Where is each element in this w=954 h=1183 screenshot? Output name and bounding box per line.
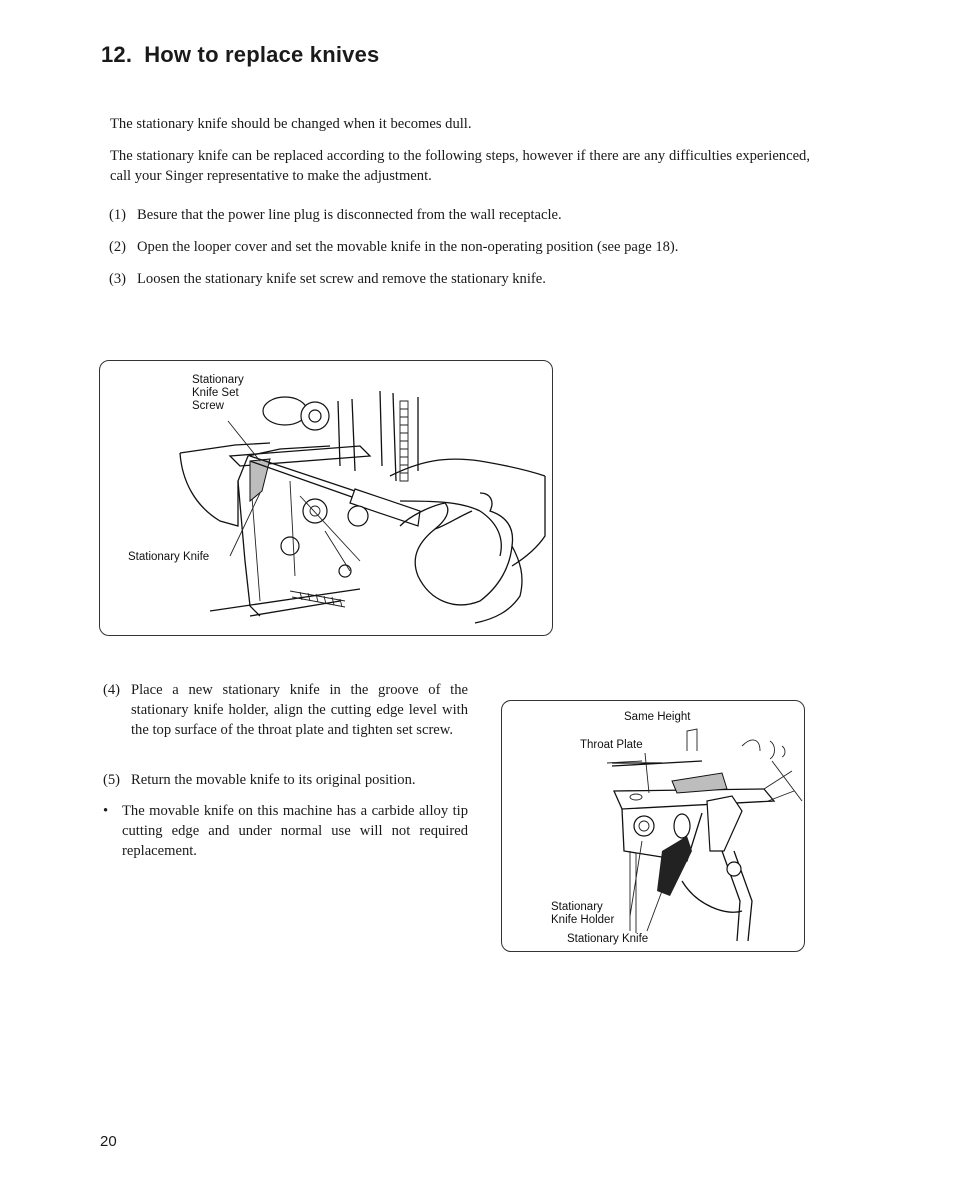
step-number: (3)	[109, 271, 127, 287]
bullet: •	[103, 803, 109, 819]
step-text: Loosen the stationary knife set screw and remove the stationary knife.	[137, 271, 546, 287]
figure-knife-removal	[99, 360, 553, 636]
figure-knife-alignment-illustration	[502, 701, 804, 951]
step-1	[109, 205, 809, 225]
step-2	[109, 237, 809, 257]
label-stationary-knife: Stationary Knife	[567, 933, 649, 945]
page-number: 20	[100, 1133, 117, 1150]
step-4	[103, 680, 468, 760]
section-number: 12.	[101, 42, 133, 67]
intro-paragraph-2: The stationary knife can be replaced according to the following steps, however if there are any difficulties experienced, call your Singer representative to make the adjustment.	[110, 148, 810, 184]
step-text: Return the movable knife to its original position.	[131, 772, 416, 788]
note	[103, 801, 468, 861]
step-text: Open the looper cover and set the movable knife in the non-operating position (see page 18).	[137, 239, 679, 255]
note-text: The movable knife on this machine has a carbide alloy tip cutting edge and under normal use will not required replacement.	[122, 803, 468, 859]
section-title-text: How to replace knives	[144, 42, 380, 67]
label-same-height: Same Height	[624, 711, 691, 723]
step-number: (2)	[109, 239, 127, 255]
step-3	[109, 269, 809, 289]
step-text: Place a new stationary knife in the groove of the stationary knife holder, align the cutting edge level with the top surface of the throat plate and tighten set screw.	[131, 682, 468, 738]
figure-knife-removal-illustration	[100, 361, 552, 635]
label-stationary-knife: Stationary Knife	[128, 551, 210, 563]
intro-paragraph-1: The stationary knife should be changed when it becomes dull.	[110, 116, 472, 132]
step-number: (5)	[103, 772, 121, 788]
step-text: Besure that the power line plug is disconnected from the wall receptacle.	[137, 207, 562, 223]
step-number: (1)	[109, 207, 127, 223]
section-title	[101, 42, 379, 68]
label-stationary-knife-holder: Stationary Knife Holder	[551, 901, 615, 926]
figure-knife-alignment	[501, 700, 805, 952]
label-throat-plate: Throat Plate	[580, 739, 643, 751]
label-stationary-knife-set-screw: Stationary Knife Set Screw	[192, 374, 244, 412]
step-number: (4)	[103, 682, 121, 698]
step-5	[103, 770, 468, 790]
